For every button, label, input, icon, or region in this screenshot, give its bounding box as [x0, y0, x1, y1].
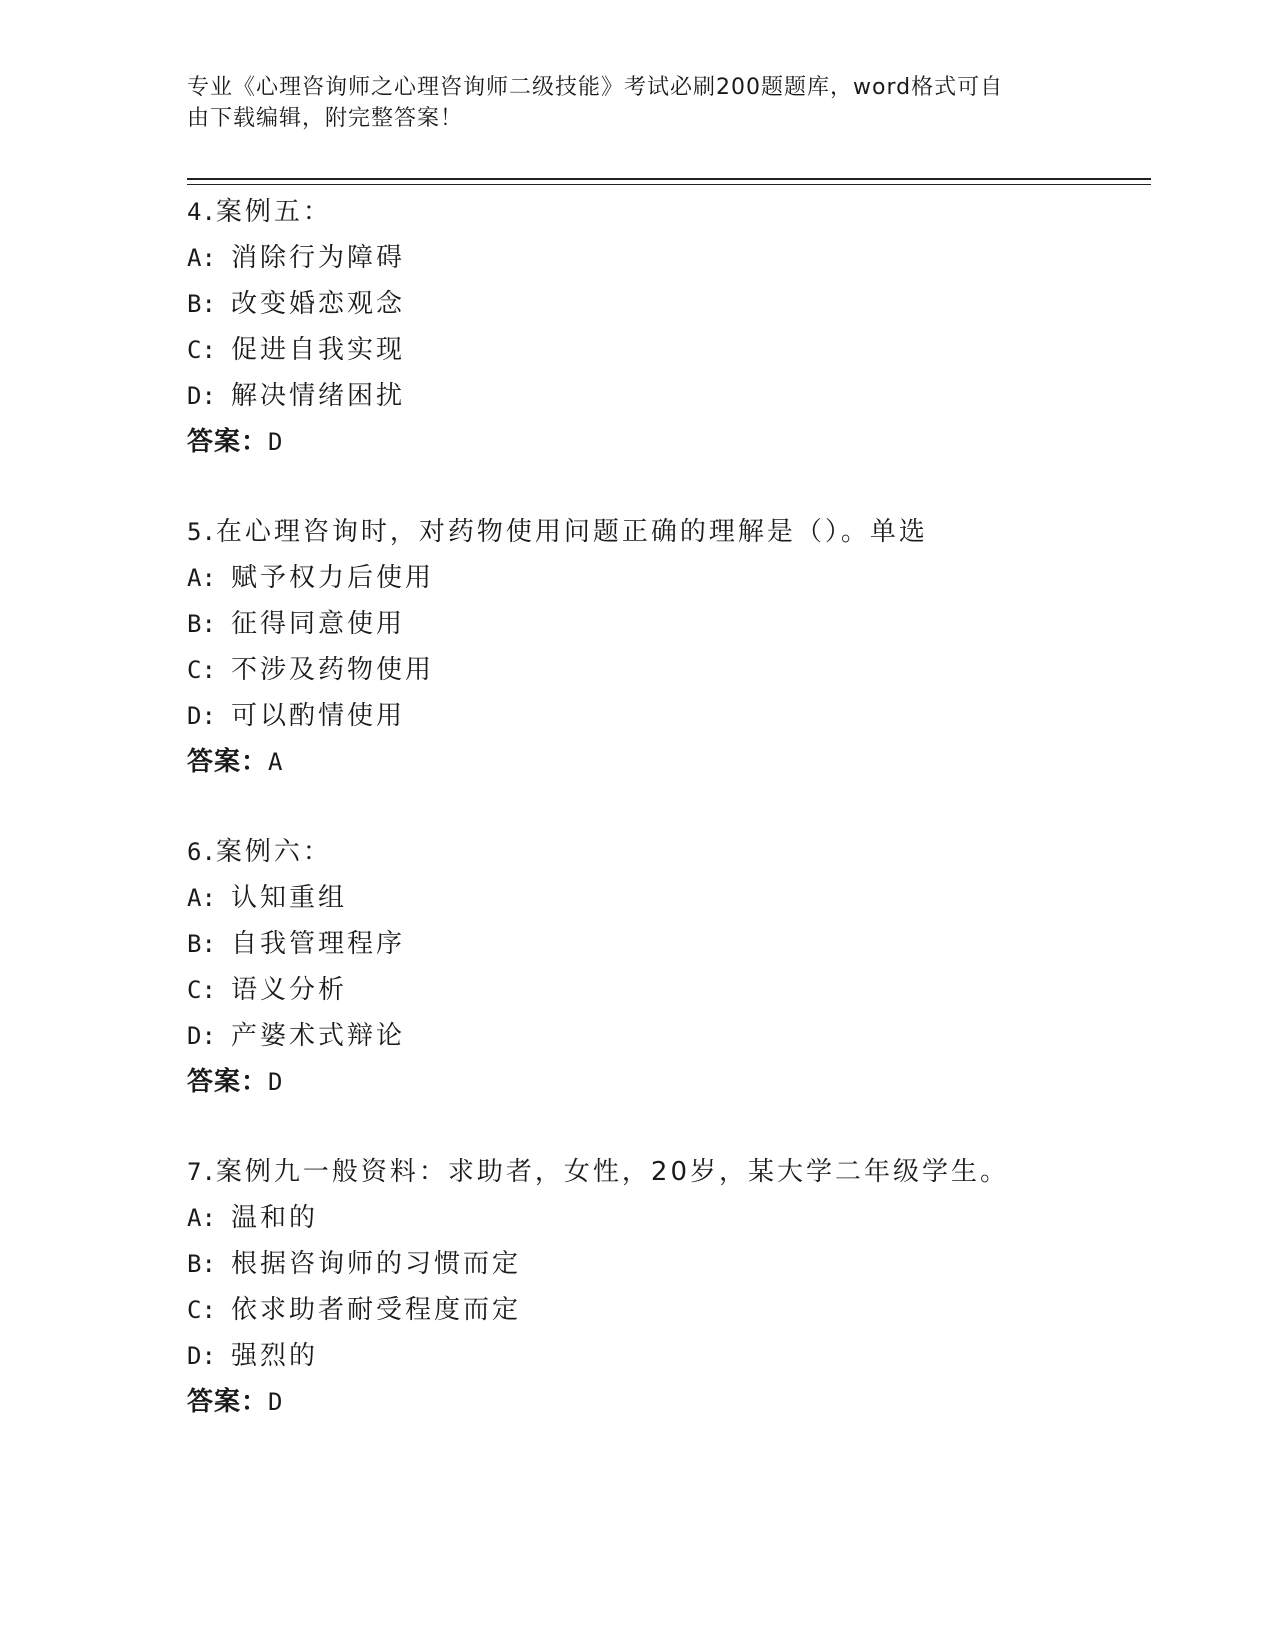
option-text: 认知重组 — [231, 883, 348, 913]
option-text: 温和的 — [231, 1203, 319, 1233]
question-5 — [187, 509, 1167, 785]
answer-value: D — [268, 428, 283, 456]
option-c — [187, 1287, 1167, 1333]
question-list — [187, 189, 1167, 1469]
option-d — [187, 1013, 1167, 1059]
option-b — [187, 921, 1167, 967]
option-c — [187, 647, 1167, 693]
question-number: 5. — [187, 518, 216, 546]
option-text: 消除行为障碍 — [231, 243, 406, 273]
answer-line — [187, 1059, 1167, 1105]
option-text: 不涉及药物使用 — [231, 655, 435, 685]
option-key: D: — [187, 1342, 216, 1370]
option-key: B: — [187, 290, 216, 318]
answer-line — [187, 419, 1167, 465]
option-text: 促进自我实现 — [231, 335, 406, 365]
option-text: 赋予权力后使用 — [231, 563, 435, 593]
document-header — [187, 72, 1067, 134]
question-number: 7. — [187, 1158, 216, 1186]
option-a — [187, 875, 1167, 921]
option-text: 自我管理程序 — [231, 929, 406, 959]
question-7 — [187, 1149, 1167, 1425]
option-key: C: — [187, 656, 216, 684]
option-key: C: — [187, 1296, 216, 1324]
option-key: A: — [187, 1204, 216, 1232]
option-key: A: — [187, 564, 216, 592]
option-text: 依求助者耐受程度而定 — [231, 1295, 522, 1325]
answer-label: 答案： — [187, 1387, 269, 1417]
answer-label: 答案： — [187, 427, 269, 457]
option-a — [187, 1195, 1167, 1241]
question-text: 案例六： — [215, 837, 332, 867]
option-d — [187, 693, 1167, 739]
option-text: 产婆术式辩论 — [231, 1021, 406, 1051]
question-text: 案例五： — [215, 197, 332, 227]
option-key: C: — [187, 336, 216, 364]
option-c — [187, 327, 1167, 373]
option-text: 可以酌情使用 — [231, 701, 406, 731]
option-text: 根据咨询师的习惯而定 — [231, 1249, 522, 1279]
question-number: 4. — [187, 198, 216, 226]
question-text: 在心理咨询时，对药物使用问题正确的理解是（）。单选 — [215, 517, 928, 547]
option-key: A: — [187, 244, 216, 272]
option-text: 改变婚恋观念 — [231, 289, 406, 319]
question-stem — [187, 509, 1167, 555]
question-stem — [187, 829, 1167, 875]
question-stem — [187, 189, 1167, 235]
option-d — [187, 373, 1167, 419]
option-key: D: — [187, 1022, 216, 1050]
answer-line — [187, 1379, 1167, 1425]
question-4 — [187, 189, 1167, 465]
question-text: 案例九一般资料：求助者，女性，20岁，某大学二年级学生。 — [215, 1157, 1009, 1187]
option-key: D: — [187, 702, 216, 730]
option-key: C: — [187, 976, 216, 1004]
answer-label: 答案： — [187, 747, 269, 777]
header-divider — [187, 178, 1151, 185]
answer-value: D — [268, 1388, 283, 1416]
option-text: 强烈的 — [231, 1341, 319, 1371]
answer-line — [187, 739, 1167, 785]
question-number: 6. — [187, 838, 216, 866]
option-text: 解决情绪困扰 — [231, 381, 406, 411]
option-key: B: — [187, 1250, 216, 1278]
answer-label: 答案： — [187, 1067, 269, 1097]
option-c — [187, 967, 1167, 1013]
option-key: A: — [187, 884, 216, 912]
option-text: 语义分析 — [231, 975, 348, 1005]
option-a — [187, 555, 1167, 601]
option-d — [187, 1333, 1167, 1379]
option-b — [187, 281, 1167, 327]
option-key: D: — [187, 382, 216, 410]
option-b — [187, 1241, 1167, 1287]
question-6 — [187, 829, 1167, 1105]
option-b — [187, 601, 1167, 647]
option-key: B: — [187, 610, 216, 638]
option-text: 征得同意使用 — [231, 609, 406, 639]
question-stem — [187, 1149, 1167, 1195]
option-a — [187, 235, 1167, 281]
option-key: B: — [187, 930, 216, 958]
header-line-1: 专业《心理咨询师之心理咨询师二级技能》考试必刷200题题库，word格式可自 — [187, 75, 1004, 100]
header-line-2: 由下载编辑，附完整答案！ — [187, 106, 464, 131]
answer-value: D — [268, 1068, 283, 1096]
answer-value: A — [268, 748, 283, 776]
